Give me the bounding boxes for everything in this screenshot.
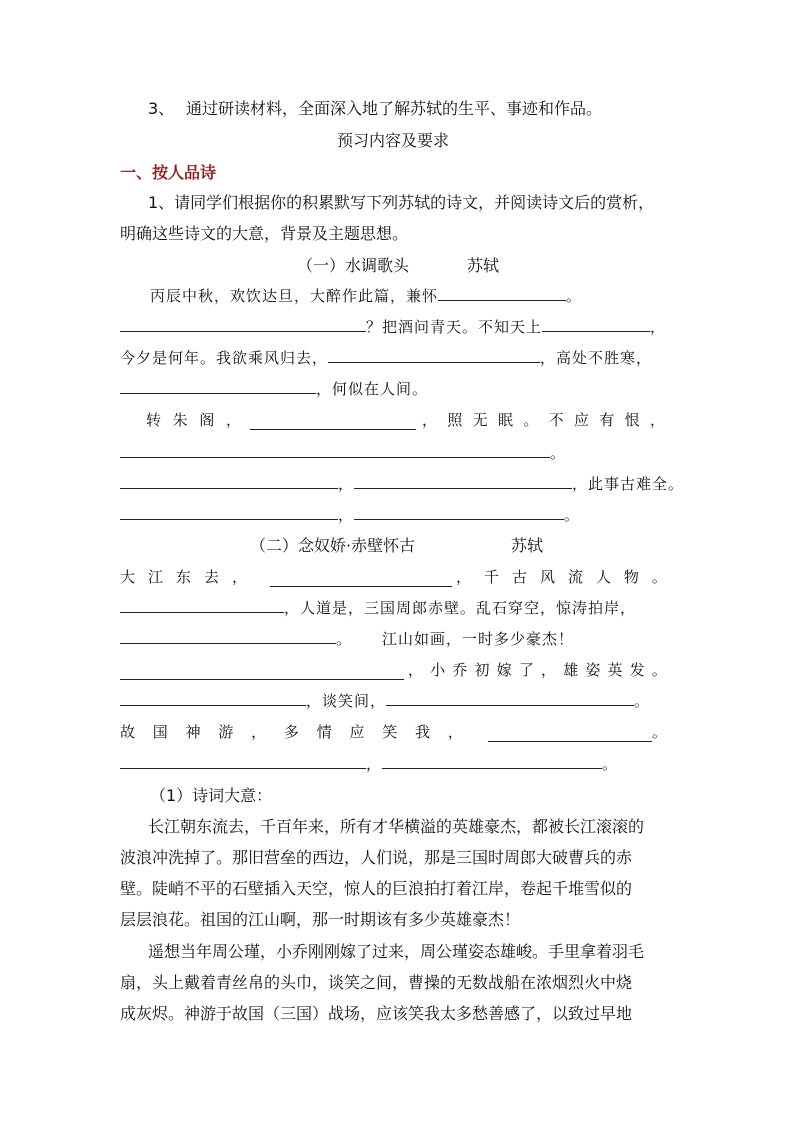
meaning-p1-line: 波浪冲洗掉了。那旧营垒的西边，人们说，那是三国时周郎大破曹兵的赤 [120, 848, 633, 867]
poem1-line2 [120, 316, 666, 337]
section-title: 预习内容及要求 [337, 131, 450, 150]
fill-blank[interactable] [488, 727, 652, 742]
objective-text: 通过研读材料，全面深入地了解苏轼的生平、事迹和作品。 [186, 99, 603, 118]
fill-blank[interactable] [120, 629, 336, 644]
poem-char: 故 [120, 723, 137, 741]
poem-char: 初 [474, 661, 491, 679]
poem-char: ， [456, 568, 473, 586]
poem-char: 无 [472, 411, 489, 429]
poem-char: ， [541, 661, 558, 679]
poem-char: 发 [629, 661, 646, 679]
poem-char: 姿 [585, 661, 602, 679]
fill-blank[interactable] [120, 505, 338, 520]
poem2-line3-end: 。 [336, 630, 353, 648]
poem1-line3-text-a: 今夕是何年。我欲乘风归去， [120, 349, 329, 367]
poem1-line1 [150, 285, 582, 306]
poem-char: 物 [623, 568, 640, 586]
poem-char: 游 [218, 723, 235, 741]
poem-char: 嫁 [496, 661, 513, 679]
poem2-line5-text: ，谈笑间， [306, 692, 387, 710]
poem-char: 去 [203, 568, 220, 586]
poem1-line5-end [422, 409, 666, 430]
poem2-line6-start [120, 721, 464, 742]
poem1-title: （一）水调歌头 [297, 256, 410, 275]
instruction-line-2: 明确这些诗文的大意，背景及主题思想。 [120, 224, 409, 243]
poem-char: 了 [518, 661, 535, 679]
fill-blank[interactable] [120, 665, 404, 680]
fill-blank[interactable] [354, 474, 572, 489]
poem1-line1-text: 丙辰中秋，欢饮达旦，大醉作此篇，兼怀 [150, 287, 439, 305]
poem-char: 恨 [624, 411, 641, 429]
poem-char: 人 [595, 568, 612, 586]
poem-char: 朱 [172, 411, 189, 429]
poem-char: 英 [607, 661, 624, 679]
poem-char: 千 [483, 568, 500, 586]
poem2-line1-end [456, 566, 668, 587]
poem-char: ， [649, 411, 666, 429]
fill-blank[interactable] [438, 286, 566, 301]
poem-char: 笑 [382, 723, 399, 741]
poem-char: ， [231, 568, 248, 586]
poem2-line5 [120, 690, 650, 711]
poem1-author: 苏轼 [467, 256, 500, 275]
poem-char: 阁 [199, 411, 216, 429]
poem-char: 不 [548, 411, 565, 429]
meaning-p2-line: 扇，头上戴着青丝帛的头巾，谈笑之间，曹操的无数战船在浓烟烈火中烧 [120, 973, 633, 992]
meaning-p1-line: 长江朝东流去，千百年来，所有才华横溢的英雄豪杰，都被长江滚滚的 [148, 817, 645, 836]
poem1-line7-sep: ， [338, 475, 355, 493]
poem2-line4 [120, 659, 668, 680]
poem2-line2-text: ，人道是，三国周郎赤壁。乱石穿空，惊涛拍岸， [284, 599, 637, 617]
meaning-p2-line: 成灰烬。神游于故国（三国）战场，应该笑我太多愁善感了，以致过早地 [120, 1004, 633, 1023]
poem1-line6-end: 。 [550, 444, 567, 462]
fill-blank[interactable] [250, 415, 416, 430]
poem-char: 。 [523, 411, 540, 429]
poem1-line8 [120, 504, 580, 525]
poem2-line6 [120, 721, 668, 742]
poem2-line5-end: 。 [634, 692, 651, 710]
poem-char: 雄 [563, 661, 580, 679]
objective-number: 3、 [148, 99, 175, 118]
poem-char: 照 [447, 411, 464, 429]
fill-blank[interactable] [120, 317, 366, 332]
poem2-line7-end: 。 [602, 755, 619, 773]
poem1-line5-start [146, 409, 242, 430]
poem-char: 应 [349, 723, 366, 741]
fill-blank[interactable] [120, 379, 316, 394]
fill-blank[interactable] [542, 317, 650, 332]
poem-char: 国 [152, 723, 169, 741]
poem2-line4-end [408, 659, 668, 680]
poem-char: 情 [316, 723, 333, 741]
poem1-line4 [120, 378, 428, 399]
part-one-heading: 一、按人品诗 [120, 163, 217, 182]
poem-char: 有 [599, 411, 616, 429]
poem2-title: （二）念奴娇·赤壁怀古 [250, 536, 416, 555]
fill-blank[interactable] [270, 572, 452, 587]
poem2-line1 [120, 566, 668, 587]
meaning-p1-line: 壁。陡峭不平的石壁插入天空，惊人的巨浪拍打着江岸，卷起千堆雪似的 [120, 879, 633, 898]
poem-char: 大 [120, 568, 137, 586]
poem1-line8-sep: ， [338, 506, 355, 524]
poem1-line3-text-b: ，高处不胜寒， [540, 349, 653, 367]
fill-blank[interactable] [120, 474, 338, 489]
poem2-line3-text: 江山如画，一时多少豪杰！ [382, 630, 575, 648]
poem-char: 神 [185, 723, 202, 741]
fill-blank[interactable] [120, 598, 284, 613]
poem-char: ， [447, 723, 464, 741]
poem1-line7 [120, 473, 684, 494]
poem2-line3 [120, 628, 574, 649]
poem-char: 古 [511, 568, 528, 586]
poem-char: ， [422, 411, 439, 429]
fill-blank[interactable] [120, 754, 366, 769]
poem2-line1-start [120, 566, 248, 587]
fill-blank[interactable] [354, 505, 564, 520]
fill-blank[interactable] [120, 443, 550, 458]
poem1-line2-end: ， [650, 318, 667, 336]
poem-char: ， [408, 661, 425, 679]
fill-blank[interactable] [382, 754, 602, 769]
poem1-line4-text: ，何似在人间。 [316, 380, 429, 398]
fill-blank[interactable] [120, 691, 306, 706]
poem1-line2-text: ？把酒问青天。不知天上 [366, 318, 543, 336]
poem-char: 乔 [452, 661, 469, 679]
poem-char: 江 [147, 568, 164, 586]
poem2-line7 [120, 753, 618, 774]
poem2-line6-end: 。 [651, 723, 668, 741]
poem-char: 小 [430, 661, 447, 679]
poem1-line1-end: 。 [566, 287, 583, 305]
poem-char: 转 [146, 411, 163, 429]
poem-char: 应 [573, 411, 590, 429]
fill-blank[interactable] [328, 348, 540, 363]
poem-char: 东 [175, 568, 192, 586]
poem1-line7-end: ，此事古难全。 [572, 475, 685, 493]
poem-char: 风 [539, 568, 556, 586]
poem1-line3 [120, 347, 652, 368]
poem2-line7-sep: ， [366, 755, 383, 773]
fill-blank[interactable] [386, 691, 634, 706]
poem2-author: 苏轼 [511, 536, 544, 555]
poem-char: 。 [651, 568, 668, 586]
poem-char: 我 [415, 723, 432, 741]
meaning-p1-line: 层层浪花。祖国的江山啊，那一时期该有多少英雄豪杰！ [120, 910, 521, 929]
poem2-line2 [120, 597, 636, 618]
meaning-heading: （1）诗词大意： [150, 786, 273, 805]
poem1-line8-end: 。 [564, 506, 581, 524]
instruction-line-1: 1、请同学们根据你的积累默写下列苏轼的诗文，并阅读诗文后的赏析， [148, 193, 655, 212]
poem1-line5 [146, 409, 666, 430]
poem-char: 眠 [497, 411, 514, 429]
poem-char: 。 [651, 661, 668, 679]
poem-char: 多 [283, 723, 300, 741]
poem-char: ， [251, 723, 268, 741]
meaning-p2-line: 遥想当年周公瑾，小乔刚刚嫁了过来，周公瑾姿态雄峻。手里拿着羽毛 [148, 942, 645, 961]
poem-char: 流 [567, 568, 584, 586]
poem-char: ， [225, 411, 242, 429]
poem1-line6 [120, 442, 566, 463]
